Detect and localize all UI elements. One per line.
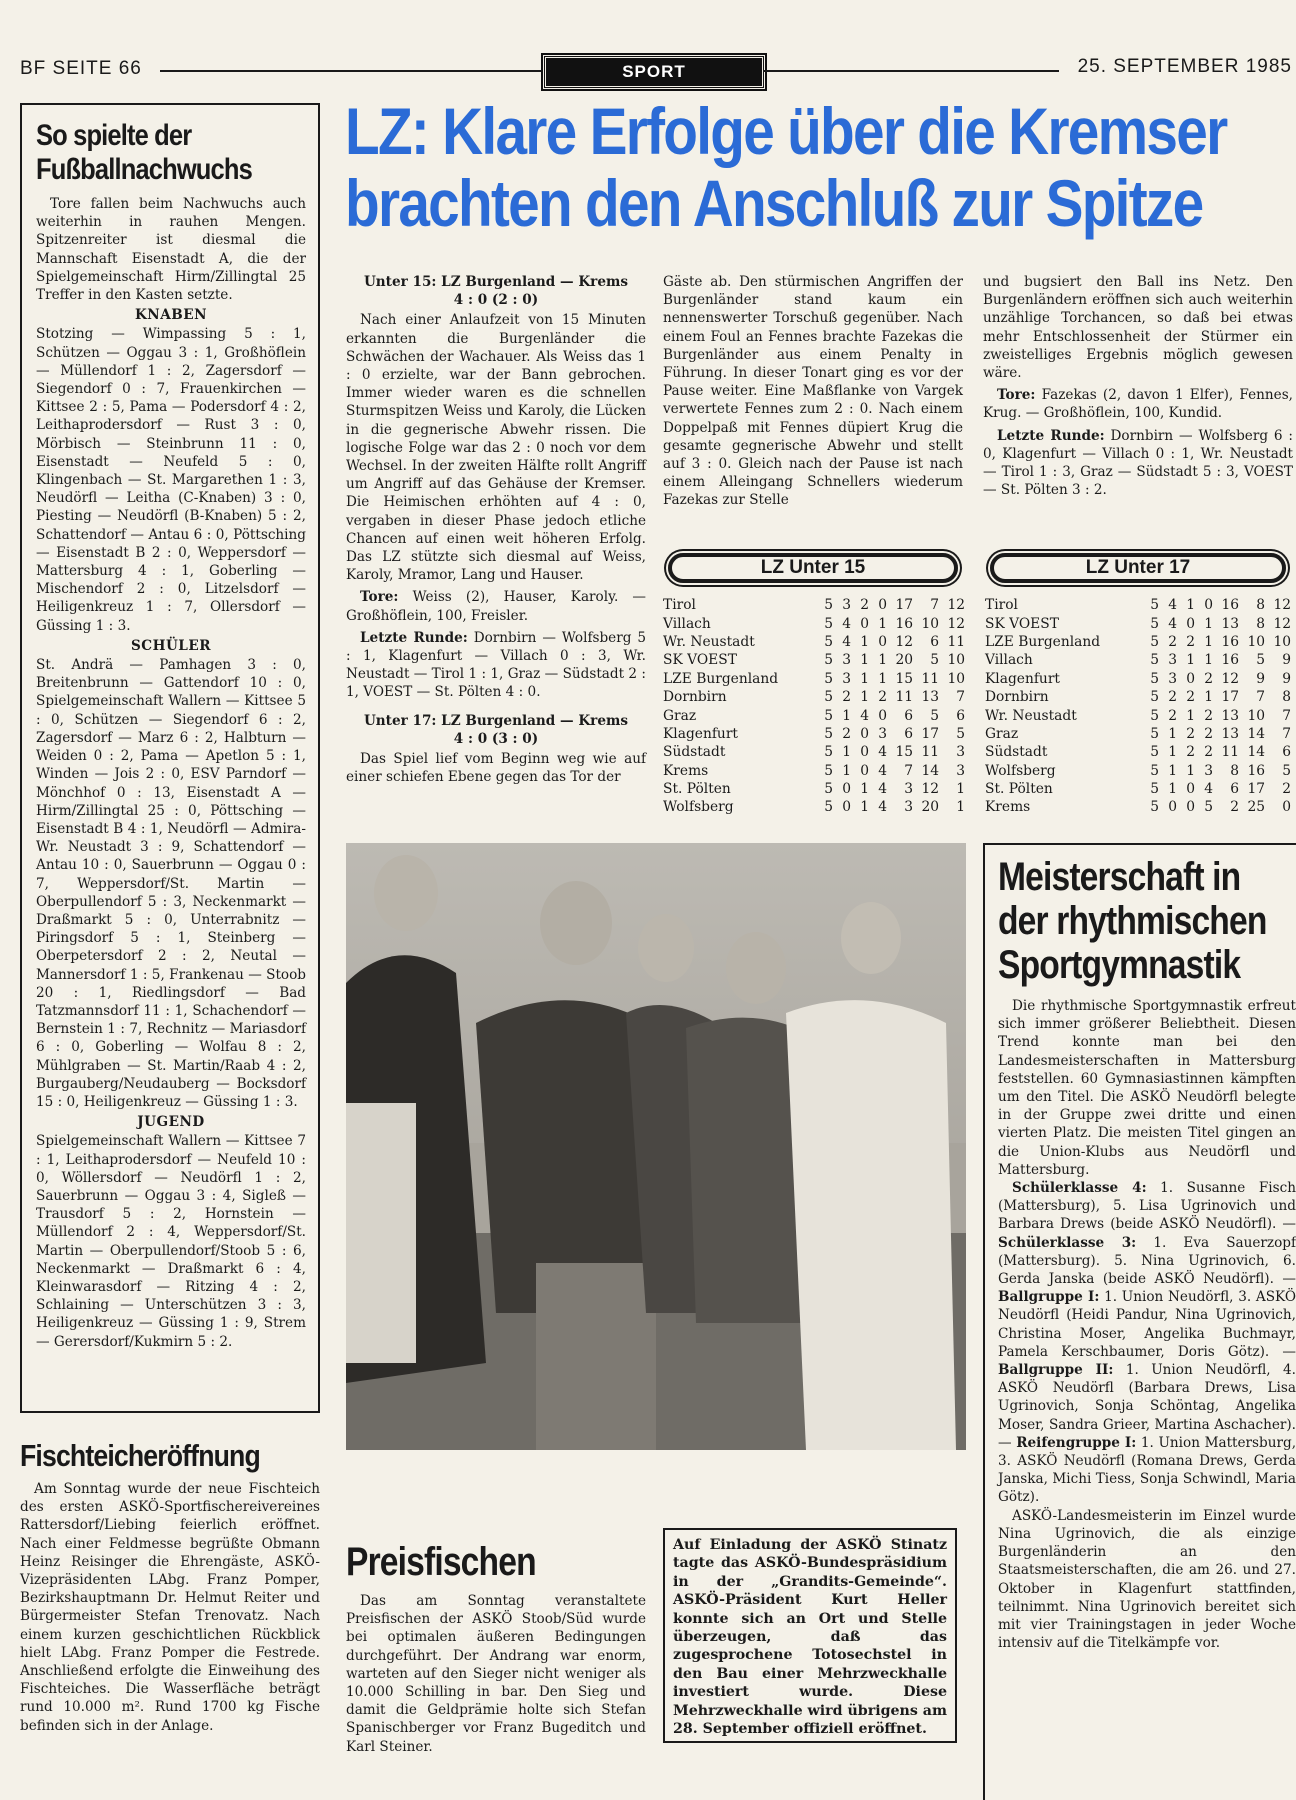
u17-goals-text: Fazekas (2, davon 1 Elfer), Fennes, Krug. — Großhöflein, 100, Kundid. [983,387,1293,422]
stat-cell: 7 [930,597,939,614]
stat-cell: 5 [1256,652,1265,669]
stat-cell: 2 [1168,707,1177,724]
u17-last-round-label: Letzte Runde: [997,427,1105,444]
stat-cell: 1 [1204,615,1213,632]
stat-cell: 4 [878,744,887,761]
standings-row [663,743,965,761]
stat-cell: 10 [921,615,939,632]
standings-row [985,688,1291,706]
team-name: Villach [663,615,711,632]
standings-row [663,780,965,798]
stat-cell: 16 [1221,652,1239,669]
u17-goals [983,386,1293,422]
group-photo [346,843,966,1450]
stat-cell: 5 [824,744,833,761]
stat-cell: 7 [956,689,965,706]
stat-cell: 0 [842,799,851,816]
stat-cell: 1 [878,615,887,632]
stat-cell: 9 [1256,670,1265,687]
stat-cell: 4 [878,762,887,779]
stat-cell: 5 [824,670,833,687]
article-column-2 [663,273,963,510]
stat-cell: 2 [842,725,851,742]
stat-cell: 1 [860,633,869,650]
stat-cell: 5 [1150,762,1159,779]
u15-match-line-1: Unter 15: LZ Burgenland — Krems [363,274,629,290]
stat-cell: 2 [1204,707,1213,724]
stat-cell: 3 [842,597,851,614]
stat-cell: 2 [1230,799,1239,816]
team-name: St. Pölten [985,781,1053,798]
stat-cell: 11 [921,670,939,687]
header-rule-left [160,70,543,72]
stat-cell: 16 [1221,633,1239,650]
stat-cell: 5 [1150,707,1159,724]
stat-cell: 1 [1186,597,1195,614]
class3-text: 1. Eva Sauerzopf (Mattersburg). 5. Nina Ugrinovich, 6. Gerda Janska (beide ASKÖ Neudörfl). — [998,1234,1296,1288]
stat-cell: 2 [1204,670,1213,687]
standings-row [663,706,965,724]
fishpond-text: Am Sonntag wurde der neue Fischteich des ersten ASKÖ-Sportfischereivereines Rattersdorf/Liebing feierlich eröffnet. Nach einer Feldmesse begrüßte Obmann Heinz Reisinger die Ehrengäste, ASKÖ-Vizepräsidenten LAbg. Franz Pomper, Bezirkshauptmann Dr. Helmut Reiter und Bürgermeister Stefan Trenovatz. Nach einem kurzen geschichtlichen Rückblick hielt LAbg. Franz Pomper die Festrede. Anschließend erfolgte die Einweihung des Fischteiches. Die Wasserfläche beträgt rund 10.000 m². Rund 1700 kg Fische befinden sich in der Anlage. [20,1481,320,1734]
headline-line-1: LZ: Klare Erfolge über die Kremser [345,94,1227,168]
stat-cell: 4 [1168,615,1177,632]
u15-report: Nach einer Anlaufzeit von 15 Minuten erkannten die Burgenländer die Schwächen der Wachauer. Als Weiss das 1 : 0 erzielte, war der Bann gebrochen. Immer wieder waren es die schnellen Sturmspitzen Weiss und Karoly, die Lücken in die gegnerische Abwehr rissen. Die logische Folge war das 2 : 0 noch vor dem Wechsel. In der zweiten Hälfte rollt Angriff um Angriff auf das Gehäuse der Kremser. Die Heimischen erhöhten auf 4 : 0, vergaben in dieser Phase jedoch etliche Chancen auf einen weit höheren Erfolg. Das LZ stützte sich diesmal auf Weiss, Karoly, Mramor, Lang und Hauser. [346,312,646,584]
stat-cell: 4 [860,707,869,724]
stat-cell: 17 [921,725,939,742]
stat-cell: 1 [860,652,869,669]
standings-row [985,798,1291,816]
stat-cell: 16 [1247,762,1265,779]
stat-cell: 9 [1282,652,1291,669]
stat-cell: 12 [947,597,965,614]
stat-cell: 0 [842,781,851,798]
stat-cell: 5 [930,707,939,724]
youth-title-line-1: So spielte der [36,119,192,152]
team-name: LZE Burgenland [985,633,1101,650]
stat-cell: 12 [1273,597,1291,614]
stat-cell: 0 [1186,799,1195,816]
stat-cell: 1 [878,670,887,687]
stat-cell: 3 [904,799,913,816]
stat-cell: 4 [842,615,851,632]
stat-cell: 8 [1256,597,1265,614]
standings-row [663,614,965,632]
stat-cell: 10 [1247,707,1265,724]
u17-match-line-1: Unter 17: LZ Burgenland — Krems [363,712,629,729]
stat-cell: 5 [1150,744,1159,761]
standings-row [985,743,1291,761]
u17-match-score: 4 : 0 (3 : 0) [453,730,539,747]
stat-cell: 2 [1204,744,1213,761]
stat-cell: 2 [842,689,851,706]
stat-cell: 4 [1204,781,1213,798]
stat-cell: 5 [1150,670,1159,687]
stat-cell: 0 [860,615,869,632]
stat-cell: 1 [1168,762,1177,779]
gymnastics-article [998,855,1296,1652]
standings-row [663,651,965,669]
stat-cell: 4 [878,799,887,816]
standings-row [663,688,965,706]
gymnastics-title-line-3: Sportgymnastik [998,943,1241,987]
stat-cell: 11 [947,633,965,650]
youth-intro: Tore fallen beim Nachwuchs auch weiterhin in rauhen Mengen. Spitzenreiter ist diesmal die Mannschaft Eisenstadt A, die der Spielgemeinschaft Hirm/Zillingtal 25 Treffer in den Kasten setzte. [36,196,306,304]
u15-standings-table [663,596,965,817]
u17-standings-table [985,596,1291,817]
stat-cell: 1 [860,689,869,706]
stat-cell: 20 [921,799,939,816]
stat-cell: 12 [947,615,965,632]
stat-cell: 8 [1256,615,1265,632]
team-name: Klagenfurt [663,725,738,742]
stat-cell: 1 [1168,744,1177,761]
stat-cell: 2 [1168,633,1177,650]
stat-cell: 3 [878,725,887,742]
stat-cell: 5 [824,725,833,742]
stat-cell: 4 [842,633,851,650]
stat-cell: 1 [878,652,887,669]
team-name: Dornbirn [663,689,727,706]
u15-match-score: 4 : 0 (2 : 0) [453,292,539,309]
prize-fishing-title: Preisfischen [346,1540,536,1584]
stat-cell: 3 [956,744,965,761]
standings-row [985,596,1291,614]
stat-cell: 5 [1150,781,1159,798]
knaben-heading: KNABEN [134,307,208,324]
team-name: Klagenfurt [985,670,1060,687]
stat-cell: 3 [1168,652,1177,669]
stat-cell: 5 [1150,597,1159,614]
fishpond-title: Fischteicheröffnung [20,1438,260,1473]
stat-cell: 3 [956,762,965,779]
group-photo-image [346,843,966,1450]
stat-cell: 1 [1168,725,1177,742]
stat-cell: 9 [1282,670,1291,687]
stat-cell: 5 [956,725,965,742]
stat-cell: 2 [1186,744,1195,761]
stat-cell: 0 [860,725,869,742]
u17-report-part-2: Gäste ab. Den stürmischen Angriffen der Burgenländer stand kaum ein nennenswerter Torschuß gegenüber. Nach einem Foul an Fennes brachte Fazekas die Burgenländer aus einem Penalty in Führung. In dieser Tonart ging es vor der Pause weiter. Eine Maßflanke von Vargek verwertete Fennes zum 2 : 0. Nach einem Doppelpaß mit Fennes düpiert Krug die gesamte gegnerische Abwehr und stellt auf 3 : 0. Gleich nach der Pause ist nach einem Alleingang Schnellers wiederum Fazekas zur Stelle [663,274,963,509]
stat-cell: 5 [824,652,833,669]
ball1-label: Ballgruppe I: [998,1289,1100,1306]
stat-cell: 1 [1204,633,1213,650]
stat-cell: 15 [895,670,913,687]
standings-row [663,798,965,816]
photo-caption: Auf Einladung der ASKÖ Stinatz tagte das ASKÖ-Bundespräsidium in der „Grandits-Gemeinde“. ASKÖ-Präsident Kurt Heller konnte sich an Ort und Stelle überzeugen, daß das zugesprochene Totosechstel in den Bau einer Mehrzweckhalle investiert wurde. Diese Mehrzweckhalle wird übrigens am 28. September offiziell eröffnet. [663,1528,957,1743]
stat-cell: 5 [824,597,833,614]
team-name: Dornbirn [985,689,1049,706]
standings-row [985,670,1291,688]
stat-cell: 10 [1247,633,1265,650]
header-rule-right [763,70,1059,72]
stat-cell: 4 [878,781,887,798]
stat-cell: 5 [1150,633,1159,650]
stat-cell: 1 [956,799,965,816]
standings-row [985,614,1291,632]
stat-cell: 11 [1221,744,1239,761]
gymnastics-results [998,1179,1296,1507]
stat-cell: 0 [1186,670,1195,687]
team-name: Graz [985,725,1019,742]
stat-cell: 5 [1282,762,1291,779]
team-name: Wr. Neustadt [663,633,755,650]
jugend-results: Spielgemeinschaft Wallern — Kittsee 7 : 1, Leithaprodersdorf — Neufeld 10 : 0, Wöllersdorf — Neudörfl 1 : 2, Sauerbrunn — Oggau 3 : 4, Sigleß — Trausdorf 5 : 2, Hornstein — Müllendorf 2 : 4, Weppersdorf/St. Martin — Oberpullendorf/Stoob 5 : 6, Neckenmarkt — Draßmarkt 6 : 4, Kleinwarasdorf — Ritzing 4 : 2, Schlaining — Unterschützen 3 : 3, Heiligenkreuz — Güssing 1 : 9, Strem — Gerersdorf/Kukmirn 5 : 2. [36,1133,306,1350]
page-reference: BF SEITE 66 [20,58,142,79]
class4-text: 1. Susanne Fisch (Mattersburg), 5. Lisa Ugrinovich und Barbara Drews (beide ASKÖ Neudörfl). — [998,1180,1296,1233]
standings-row [985,651,1291,669]
team-name: LZE Burgenland [663,670,779,687]
stat-cell: 3 [1168,670,1177,687]
ball1-text: 1. Union Neudörfl, 3. ASKÖ Neudörfl (Heidi Pandur, Nina Ugrinovich, Christina Moser, Angelika Buchmayr, Pamela Kerschbaumer, Doris Götz). — [998,1289,1296,1360]
issue-date: 25. SEPTEMBER 1985 [1077,56,1292,77]
stat-cell: 5 [824,689,833,706]
stat-cell: 0 [1168,799,1177,816]
stat-cell: 16 [1221,597,1239,614]
headline-line-2: brachten den Anschluß zur Spitze [345,166,1203,240]
stat-cell: 2 [1186,725,1195,742]
stat-cell: 5 [824,707,833,724]
u15-last-round-label: Letzte Runde: [360,629,468,646]
schueler-results: St. Andrä — Pamhagen 3 : 0, Breitenbrunn — Gattendorf 10 : 0, Spielgemeinschaft Wallern — Kittsee 5 : 0, Schützen — Siegendorf 6 : 2, Zagersdorf — Marz 6 : 2, Halbturn — Weiden 0 : 2, Pama — Apetlon 5 : 1, Winden — Jois 2 : 0, ESV Parndorf — Mönchhof 0 : 13, Eisenstadt A — Hirm/Zillingtal 25 : 0, Pöttsching — Eisenstadt B 4 : 1, Neudörfl — Admira-Wr. Neustadt 3 : 9, Schattendorf — Antau 10 : 0, Sauerbrunn — Oggau 0 : 7, Weppersdorf/St. Martin — Oberpullendorf 5 : 3, Neckenmarkt — Draßmarkt 5 : 0, Unterrabnitz — Piringsdorf 5 : 1, Steinberg — Oberpetersdorf 2 : 2, Neutal — Mannersdorf 1 : 5, Frankenau — Stoob 20 : 1, Riedlingsdorf — Bad Tatzmannsdorf 11 : 1, Schachendorf — Bernstein 1 : 7, Rechnitz — Mariasdorf 6 : 0, Goberling — Wolfau 8 : 2, Mühlgraben — St. Martin/Raab 4 : 2, Burgauberg/Neudauberg — Bocksdorf 15 : 0, Heiligenkreuz — Güssing 1 : 3. [36,657,306,1110]
stat-cell: 5 [1150,725,1159,742]
u15-table-title: LZ Unter 15 [668,553,958,583]
team-name: Tirol [663,597,696,614]
u15-goals [346,588,646,624]
stat-cell: 1 [842,762,851,779]
stat-cell: 7 [1282,707,1291,724]
u17-last-round [983,427,1293,500]
jugend-heading: JUGEND [137,1114,205,1131]
stat-cell: 13 [921,689,939,706]
u15-last-round-text: Dornbirn — Wolfsberg 5 : 1, Klagenfurt — Villach 0 : 3, Wr. Neustadt — Tirol 1 : 1, Graz — Südstadt 2 : 1, VOEST — St. Pölten 4 : 0. [346,629,647,701]
stat-cell: 1 [956,781,965,798]
stat-cell: 13 [1221,725,1239,742]
ball2-text: 1. Union Neudörfl, 4. ASKÖ Neudörfl (Barbara Drews, Lisa Ugrinovich, Sonja Schöntag, Angelika Moser, Sandra Grieer, Martina Aschacher). — [998,1362,1296,1451]
stat-cell: 4 [1168,597,1177,614]
youth-results-box [20,103,320,1413]
youth-results-title [36,119,266,187]
stat-cell: 0 [878,597,887,614]
stat-cell: 16 [895,615,913,632]
stat-cell: 13 [1221,707,1239,724]
gymnastics-title-line-2: der rhythmischen [998,899,1267,943]
stat-cell: 12 [1221,670,1239,687]
stat-cell: 15 [895,744,913,761]
ball2-label: Ballgruppe II: [998,1362,1114,1379]
stat-cell: 1 [1186,707,1195,724]
stat-cell: 12 [1273,615,1291,632]
standings-row [985,706,1291,724]
stat-cell: 3 [842,670,851,687]
gymnastics-title-line-1: Meisterschaft in [998,855,1241,899]
u17-match-heading [346,712,646,748]
stat-cell: 1 [1204,652,1213,669]
standings-row [663,670,965,688]
hoop1-label: Reifengruppe I: [1016,1434,1137,1451]
team-name: Südstadt [985,744,1048,761]
stat-cell: 25 [1247,799,1265,816]
article-column-1 [346,273,646,786]
team-name: Wolfsberg [985,762,1056,779]
stat-cell: 2 [878,689,887,706]
knaben-results: Stotzing — Wimpassing 5 : 1, Schützen — Oggau 3 : 1, Großhöflein — Müllendorf 1 : 2, Zagersdorf — Siegendorf 0 : 7, Frauenkirchen — Kittsee 2 : 5, Pama — Podersdorf 4 : 2, Leithaprodersdorf — Rust 3 : 0, Mörbisch — Steinbrunn 11 : 0, Eisenstadt — Neufeld 5 : 0, Klingenbach — St. Margarethen 1 : 3, Neudörfl — Leitha (C-Knaben) 3 : 0, Piesting — Neudörfl (B-Knaben) 5 : 2, Schattendorf — Antau 6 : 0, Pöttsching — Eisenstadt B 2 : 0, Weppersdorf — Mattersburg 4 : 1, Goberling — Mischendorf 2 : 0, Litzelsdorf — Heiligenkreuz 1 : 7, Ollersdorf — Güssing 1 : 3. [36,326,306,634]
team-name: Südstadt [663,744,726,761]
stat-cell: 1 [860,799,869,816]
stat-cell: 10 [947,652,965,669]
youth-results-body [36,195,306,1351]
stat-cell: 1 [1204,689,1213,706]
standings-row [663,596,965,614]
stat-cell: 2 [1186,633,1195,650]
stat-cell: 1 [860,670,869,687]
u15-last-round [346,629,646,702]
standings-row [985,633,1291,651]
stat-cell: 1 [1186,652,1195,669]
stat-cell: 6 [956,707,965,724]
stat-cell: 10 [947,670,965,687]
standings-row [663,633,965,651]
stat-cell: 1 [1168,781,1177,798]
u15-goals-text: Weiss (2), Hauser, Karoly. — Großhöflein, 100, Freisler. [346,589,646,624]
u15-match-heading [346,273,646,309]
team-name: Krems [663,762,709,779]
stat-cell: 8 [1230,762,1239,779]
stat-cell: 17 [1221,689,1239,706]
class3-label: Schülerklasse 3: [998,1234,1137,1251]
class4-label: Schülerklasse 4: [1012,1180,1147,1197]
standings-row [985,780,1291,798]
stat-cell: 17 [1247,781,1265,798]
stat-cell: 5 [1204,799,1213,816]
stat-cell: 7 [1256,689,1265,706]
stat-cell: 5 [930,652,939,669]
stat-cell: 1 [1186,762,1195,779]
stat-cell: 0 [878,707,887,724]
stat-cell: 1 [842,744,851,761]
stat-cell: 0 [860,762,869,779]
u17-table-title: LZ Unter 17 [990,553,1286,583]
gymnastics-title [998,855,1267,987]
stat-cell: 12 [921,781,939,798]
stat-cell: 8 [1282,689,1291,706]
stat-cell: 7 [904,762,913,779]
stat-cell: 5 [1150,799,1159,816]
fishpond-article [20,1438,320,1735]
stat-cell: 10 [1273,633,1291,650]
stat-cell: 14 [1247,744,1265,761]
team-name: Krems [985,799,1031,816]
stat-cell: 0 [878,633,887,650]
stat-cell: 3 [904,781,913,798]
stat-cell: 0 [1186,615,1195,632]
team-name: Graz [663,707,697,724]
stat-cell: 0 [1186,781,1195,798]
hoop1-text: 1. Union Mattersburg, 3. ASKÖ Neudörfl (Romana Drews, Gerda Janska, Michi Tiess, Sonja Schwindl, Maria Götz). [998,1434,1296,1506]
stat-cell: 12 [895,633,913,650]
stat-cell: 5 [824,762,833,779]
stat-cell: 5 [824,615,833,632]
team-name: Wolfsberg [663,799,734,816]
stat-cell: 5 [824,633,833,650]
youth-title-line-2: Fußballnachwuchs [36,153,252,186]
stat-cell: 2 [1168,689,1177,706]
stat-cell: 5 [1150,689,1159,706]
standings-row [985,725,1291,743]
stat-cell: 2 [1204,725,1213,742]
section-label: SPORT [543,55,765,89]
stat-cell: 11 [895,689,913,706]
stat-cell: 0 [860,744,869,761]
stat-cell: 0 [1282,799,1291,816]
schueler-heading: SCHÜLER [130,637,212,654]
standings-row [663,762,965,780]
prize-fishing-article [346,1540,646,1756]
stat-cell: 5 [1150,615,1159,632]
team-name: SK VOEST [663,652,737,669]
stat-cell: 6 [1230,781,1239,798]
team-name: SK VOEST [985,615,1059,632]
stat-cell: 7 [1282,725,1291,742]
stat-cell: 5 [1150,652,1159,669]
stat-cell: 3 [1204,762,1213,779]
standings-row [985,762,1291,780]
team-name: St. Pölten [663,781,731,798]
team-name: Villach [985,652,1033,669]
stat-cell: 11 [921,744,939,761]
main-headline [345,94,1227,240]
prize-fishing-text: Das am Sonntag veranstaltete Preisfischen der ASKÖ Stoob/Süd wurde bei optimalen äußeren Bedingungen durchgeführt. Der Andrang war enorm, warteten auf den Sieger nicht weniger als 10.000 Schilling in bar. Den Sieg und damit die Geldprämie holte sich Stefan Spanischberger vor Franz Bugeditch und Karl Steiner. [346,1593,646,1755]
stat-cell: 14 [921,762,939,779]
gymnastics-outro: ASKÖ-Landesmeisterin im Einzel wurde Nina Ugrinovich, die als einzige Burgenländerin an den Staatsmeisterschaften, die am 26. und 27. Oktober in Klagenfurt stattfinden, teilnimmt. Nina Ugrinovich bereitet sich mit vier Trainingstagen in jeder Woche intensiv auf die Titelkämpfe vor. [998,1507,1296,1652]
stat-cell: 1 [860,781,869,798]
stat-cell: 1 [842,707,851,724]
stat-cell: 20 [895,652,913,669]
u17-report-part-1: Das Spiel lief vom Beginn weg wie auf einer schiefen Ebene gegen das Tor der [346,751,646,786]
stat-cell: 13 [1221,615,1239,632]
stat-cell: 6 [930,633,939,650]
stat-cell: 2 [1186,689,1195,706]
stat-cell: 6 [1282,744,1291,761]
stat-cell: 2 [1282,781,1291,798]
stat-cell: 6 [904,725,913,742]
stat-cell: 3 [842,652,851,669]
team-name: Tirol [985,597,1018,614]
u17-report-part-3: und bugsiert den Ball ins Netz. Den Burgenländern eröffnen sich auch weiterhin unzählige Torchancen, so daß bei etwas mehr Entschlossenheit der Stürmer ein zweistelliges Ergebnis möglich gewesen wäre. [983,274,1293,382]
stat-cell: 0 [1204,597,1213,614]
u15-goals-label: Tore: [360,589,399,606]
u17-goals-label: Tore: [997,387,1036,404]
team-name: Wr. Neustadt [985,707,1077,724]
stat-cell: 5 [824,799,833,816]
standings-row [663,725,965,743]
gymnastics-body [998,997,1296,1652]
article-column-3 [983,273,1293,499]
stat-cell: 14 [1247,725,1265,742]
gymnastics-intro: Die rhythmische Sportgymnastik erfreut sich immer größerer Beliebtheit. Diesen Trend konnte man bei den Landesmeisterschaften in Mattersburg feststellen. 60 Gymnasiastinnen kämpften um den Titel. Die ASKÖ Neudörfl belegte in der Gruppe zwei dritte und einen vierten Platz. Die meisten Titel gingen an die Union-Klubs aus Neudörfl und Mattersburg. [998,998,1296,1178]
u17-last-round-text: Dornbirn — Wolfsberg 6 : 0, Klagenfurt — Villach 0 : 1, Wr. Neustadt — Tirol 1 : 3, Graz — Südstadt 5 : 3, VOEST — St. Pölten 3 : 2. [983,427,1293,499]
stat-cell: 17 [895,597,913,614]
stat-cell: 2 [860,597,869,614]
stat-cell: 6 [904,707,913,724]
stat-cell: 5 [824,781,833,798]
